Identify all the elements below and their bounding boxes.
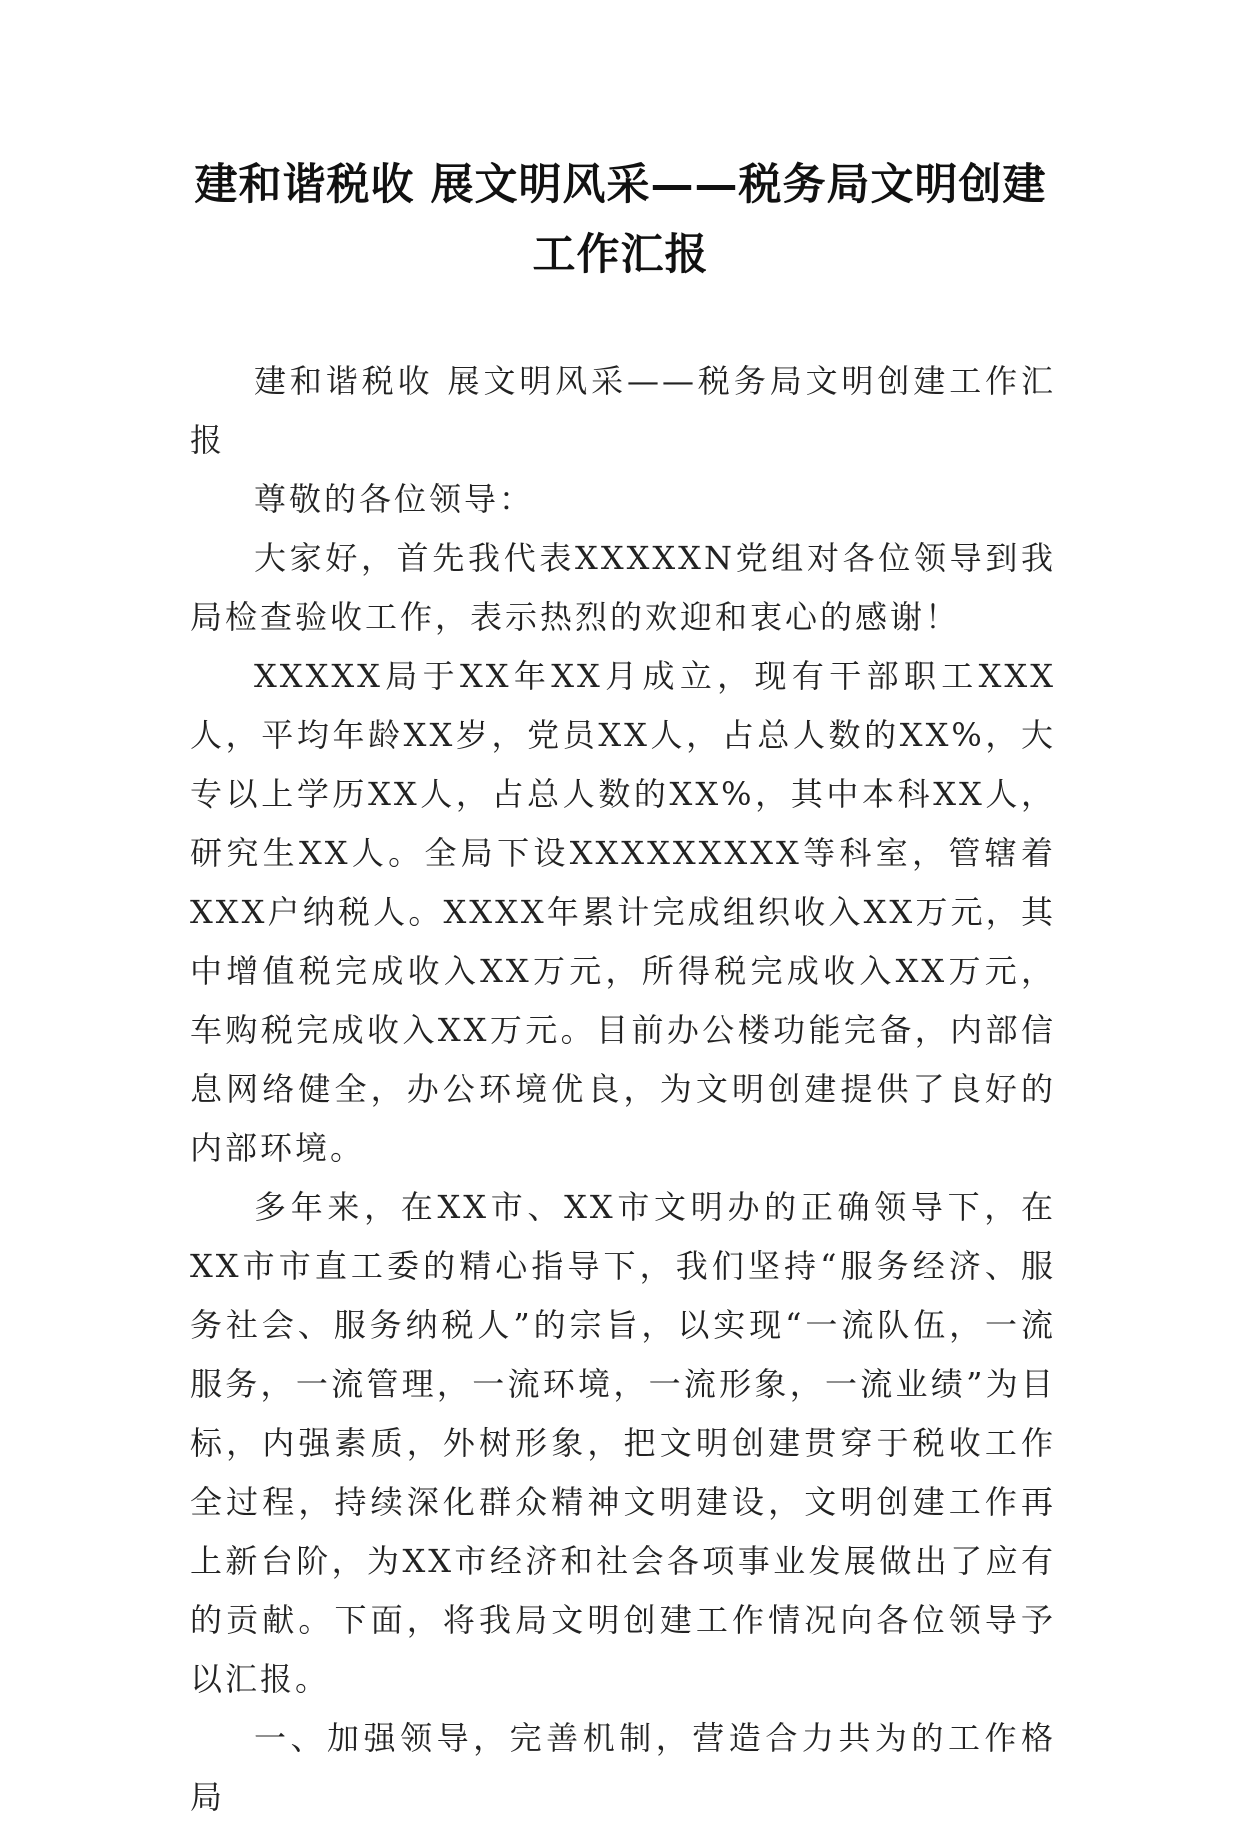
body-paragraph-overview: XXXXX局于XX年XX月成立，现有干部职工XXX人，平均年龄XX岁，党员XX人，占总人数的XX%，大专以上学历XX人，占总人数的XX%，其中本科XX人，研究生XX人。全局下设XXXXXXXXX等科室，管辖着XXX户纳税人。XXXX年累计完成组织收入XX万元，其中增值税完成收入XX万元，所得税完成收入XX万元，车购税完成收入XX万元。目前办公楼功能完备，内部信息网络健全，办公环境优良，为文明创建提供了良好的内部环境。 [190,657,1056,1167]
body-paragraph-salutation: 尊敬的各位领导： [254,480,535,518]
body-paragraph-section-one: 一、加强领导，完善机制，营造合力共为的工作格局 [190,1719,1056,1816]
body-paragraph-achievements: 多年来，在XX市、XX市文明办的正确领导下，在XX市市直工委的精心指导下，我们坚持“服务经济、服务社会、服务纳税人”的宗旨，以实现“一流队伍，一流服务，一流管理，一流环境，一流形象，一流业绩”为目标，内强素质，外树形象，把文明创建贯穿于税收工作全过程，持续深化群众精神文明建设，文明创建工作再上新台阶，为XX市经济和社会各项事业发展做出了应有的贡献。下面，将我局文明创建工作情况向各位领导予以汇报。 [190,1188,1056,1698]
body-paragraph-greeting: 大家好，首先我代表XXXXXN党组对各位领导到我局检查验收工作，表示热烈的欢迎和衷心的感谢！ [190,539,1056,636]
document-body [190,352,1056,1827]
body-paragraph-heading: 建和谐税收 展文明风采——税务局文明创建工作汇报 [190,362,1056,459]
document-title: 建和谐税收 展文明风采——税务局文明创建工作汇报 [194,160,1047,280]
